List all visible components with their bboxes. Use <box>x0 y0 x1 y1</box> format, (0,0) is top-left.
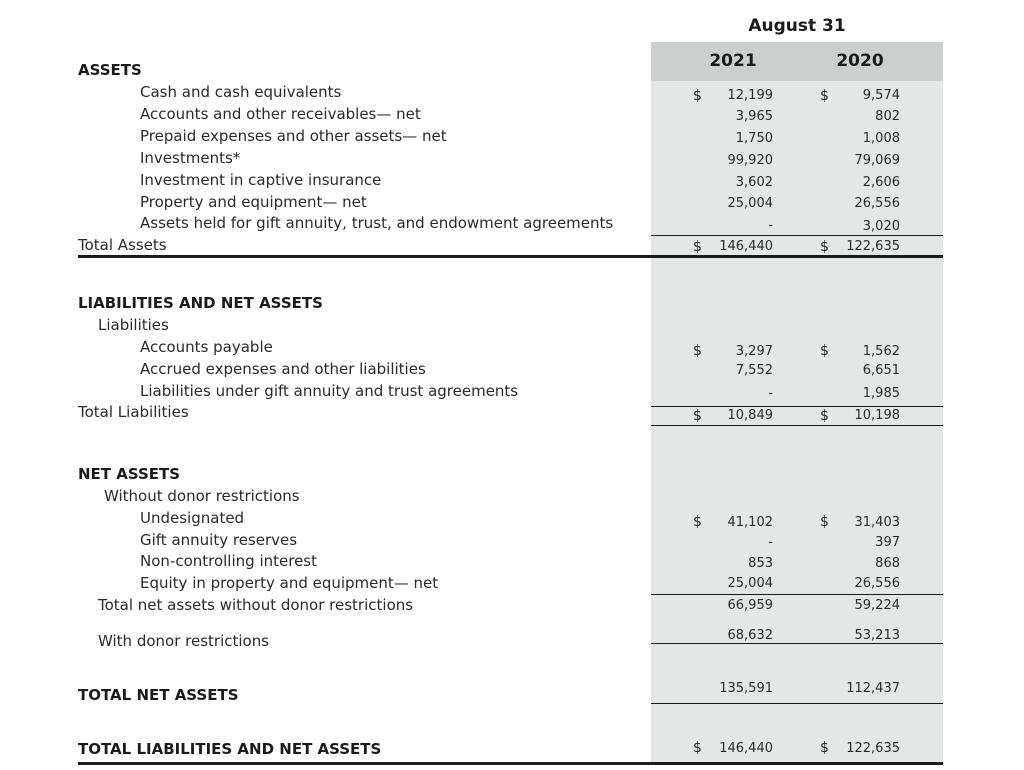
with-restrictions-2020: 53,213 <box>854 628 900 643</box>
asset-label: Property and equipment— net <box>140 193 367 211</box>
value-2021: 1,750 <box>735 131 773 146</box>
net-assets-heading: NET ASSETS <box>78 465 181 483</box>
value-2020: 6,651 <box>862 363 900 378</box>
value-2020: 3,020 <box>862 219 900 234</box>
asset-label: Prepaid expenses and other assets— net <box>140 127 447 145</box>
total-rule <box>651 703 943 704</box>
total-rule <box>78 255 943 258</box>
liability-label: Accounts payable <box>140 338 273 356</box>
net-asset-label: Gift annuity reserves <box>140 531 298 549</box>
grand-total-2020: 122,635 <box>846 741 900 756</box>
value-2020: 2,606 <box>862 175 900 190</box>
currency-symbol: $ <box>820 408 829 424</box>
value-2021: 3,602 <box>735 175 773 190</box>
net-asset-label: Undesignated <box>140 509 245 527</box>
asset-label: Assets held for gift annuity, trust, and endowment agreements <box>140 214 614 232</box>
liability-label: Liabilities under gift annuity and trust agreements <box>140 382 519 400</box>
value-2021: 41,102 <box>727 515 773 530</box>
asset-label: Accounts and other receivables— net <box>140 105 421 123</box>
value-2021: 853 <box>748 556 773 571</box>
asset-label: Investment in captive insurance <box>140 171 382 189</box>
value-2021: 12,199 <box>727 88 773 103</box>
total-liabilities-label: Total Liabilities <box>78 403 189 421</box>
value-2021: - <box>768 386 773 401</box>
subtotal-label: Total net assets without donor restrictions <box>98 596 414 614</box>
grand-total-label: TOTAL LIABILITIES AND NET ASSETS <box>78 740 382 758</box>
subtotal-rule <box>651 406 943 407</box>
year-2021-header: 2021 <box>709 51 757 71</box>
asset-label: Investments* <box>140 149 241 167</box>
liability-label: Accrued expenses and other liabilities <box>140 360 426 378</box>
net-asset-label: Non-controlling interest <box>140 552 317 570</box>
subtotal-rule <box>651 643 943 644</box>
total-liabilities-2020: 10,198 <box>854 408 900 423</box>
currency-symbol: $ <box>820 239 829 255</box>
value-2021: 7,552 <box>735 363 773 378</box>
value-2020: 1,562 <box>862 344 900 359</box>
currency-symbol: $ <box>820 514 829 530</box>
subtotal-2020: 59,224 <box>854 598 900 613</box>
value-2020: 868 <box>875 556 900 571</box>
subtotal-rule <box>651 594 943 595</box>
year-2020-header: 2020 <box>836 51 884 71</box>
value-2020: 26,556 <box>854 576 900 591</box>
period-header: August 31 <box>748 16 846 36</box>
subtotal-2021: 66,959 <box>727 598 773 613</box>
total-assets-2021: 146,440 <box>719 239 773 254</box>
total-net-assets-2021: 135,591 <box>719 681 773 696</box>
currency-symbol: $ <box>693 740 702 756</box>
currency-symbol: $ <box>693 88 702 104</box>
value-2020: 802 <box>875 109 900 124</box>
total-liabilities-2021: 10,849 <box>727 408 773 423</box>
value-2020: 31,403 <box>854 515 900 530</box>
value-2020: 1,985 <box>862 386 900 401</box>
value-2020: 1,008 <box>862 131 900 146</box>
total-rule <box>651 425 943 426</box>
liabilities-subheading: Liabilities <box>98 316 169 334</box>
value-2020: 26,556 <box>854 196 900 211</box>
with-restrictions-2021: 68,632 <box>727 628 773 643</box>
grand-total-rule <box>78 762 943 765</box>
net-assets-subheading: Without donor restrictions <box>104 487 300 505</box>
currency-symbol: $ <box>693 343 702 359</box>
currency-symbol: $ <box>820 88 829 104</box>
asset-label: Cash and cash equivalents <box>140 83 342 101</box>
value-2021: 99,920 <box>727 153 773 168</box>
liabilities-heading: LIABILITIES AND NET ASSETS <box>78 294 323 312</box>
total-assets-label: Total Assets <box>78 236 167 254</box>
grand-total-2021: 146,440 <box>719 741 773 756</box>
currency-symbol: $ <box>820 343 829 359</box>
assets-heading: ASSETS <box>78 61 142 79</box>
value-2021: 25,004 <box>727 196 773 211</box>
total-net-assets-2020: 112,437 <box>846 681 900 696</box>
value-2021: - <box>768 218 773 233</box>
value-2020: 397 <box>875 535 900 550</box>
value-2021: 25,004 <box>727 576 773 591</box>
value-2021: 3,965 <box>735 109 773 124</box>
currency-symbol: $ <box>693 239 702 255</box>
value-2021: 3,297 <box>735 344 773 359</box>
values-column-background <box>651 42 943 763</box>
net-asset-label: Equity in property and equipment— net <box>140 574 439 592</box>
value-2020: 79,069 <box>854 153 900 168</box>
value-2021: - <box>768 535 773 550</box>
with-restrictions-label: With donor restrictions <box>98 632 270 650</box>
total-assets-2020: 122,635 <box>846 239 900 254</box>
value-2020: 9,574 <box>862 88 900 103</box>
currency-symbol: $ <box>693 408 702 424</box>
currency-symbol: $ <box>820 740 829 756</box>
total-net-assets-label: TOTAL NET ASSETS <box>78 686 239 704</box>
subtotal-rule <box>651 235 943 236</box>
currency-symbol: $ <box>693 514 702 530</box>
